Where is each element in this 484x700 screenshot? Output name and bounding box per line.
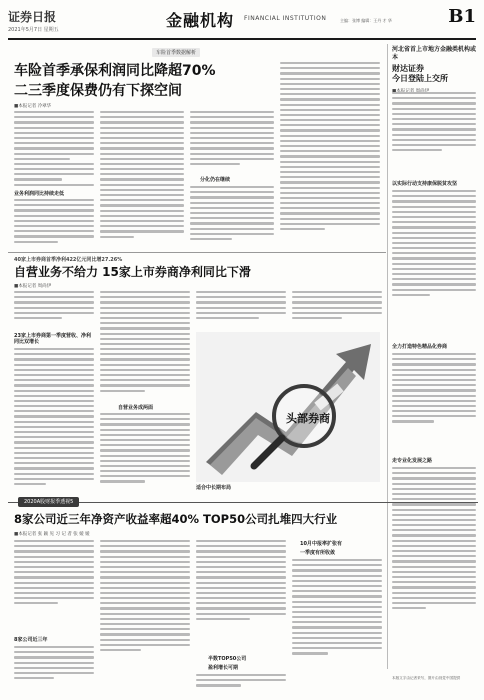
right-column-text1: [392, 92, 476, 176]
page-number: B1: [448, 6, 476, 27]
bottom-story-text-col4: [292, 559, 382, 693]
middle-story-headline: 自营业务不给力 15家上市券商净利同比下滑: [14, 265, 251, 279]
bottom-story-text-col3b: [196, 674, 286, 696]
right-column-subhead3: 走专业化发展之路: [392, 458, 433, 464]
bottom-story-headline: 8家公司近三年净资产收益率超40% TOP50公司扎堆四大行业: [14, 512, 338, 526]
top-story-text-col1: [14, 111, 94, 187]
top-story-headline-line2: 二三季度保费仍有下探空间: [14, 83, 182, 99]
bottom-story-text-col1: [14, 540, 94, 632]
top-story-subhead2: 分化仍在继续: [200, 177, 231, 183]
series-banner-tag: 2020A股财报季透视5: [18, 497, 79, 507]
middle-story-text-col1b: [14, 348, 94, 494]
top-story-text-col3b: [190, 186, 274, 247]
bottom-story-text-col3: [196, 540, 286, 650]
masthead: [8, 6, 476, 40]
top-story-text-col2: [100, 111, 184, 247]
right-column-headline-line2: 今日登陆上交所: [392, 74, 448, 83]
middle-story-subhead2: 自营业务成两面: [118, 405, 154, 411]
bottom-story-subhead1: 8家公司近三年: [14, 637, 48, 643]
newspaper-logo: 证券日报: [8, 10, 57, 24]
page-footer-note: 本版文字由记者采写，图片由视觉中国提供: [392, 676, 461, 680]
top-story-text-col1b: [14, 199, 94, 247]
right-column-headline-line1: 财达证券: [392, 64, 424, 73]
middle-story-subhead3: 适合中长期布局: [196, 485, 232, 491]
top-story-headline-line1: 车险首季承保利润同比降超70%: [14, 63, 216, 79]
top-story-subhead1: 业务利润同比持续走低: [14, 191, 65, 197]
middle-story-text-col4: [292, 291, 382, 331]
section-title: 金融机构: [166, 11, 235, 30]
right-column: [392, 46, 476, 94]
bottom-story-text-col2: [100, 540, 190, 692]
right-column-divider: [387, 44, 388, 669]
bottom-story-subhead4: 10月中报率扩张有: [300, 541, 342, 547]
right-column-text2: [392, 190, 476, 340]
top-story-byline: ■本报记者 冷翠华: [14, 104, 52, 109]
bottom-story-subhead2: 半数TOP50公司: [208, 656, 247, 662]
right-column-kicker: 河北省首上市地方金融类机构或本: [392, 46, 477, 61]
brokerage-illustration: [196, 332, 380, 482]
right-column-subhead2: 全力打造特色精品化券商: [392, 344, 448, 350]
middle-story-text-col1: [14, 291, 94, 329]
middle-story-text-col2b: [100, 413, 190, 493]
middle-story-byline: ■本报记者 周尚伊: [14, 284, 52, 289]
top-story-kicker: 车险首季数据解析: [152, 48, 200, 57]
illustration-caption: 头部券商: [286, 412, 330, 425]
bottom-story-byline: ■本报记者 张 颖 见 习 记 者 张 媛 媛: [14, 532, 90, 537]
right-column-text3: [392, 353, 476, 453]
middle-story-kicker: 40家上市券商首季净利422亿元同比增27.26%: [14, 257, 123, 263]
editor-credits: 主编：张博 编辑：王丹 才 华: [340, 18, 392, 23]
section-divider: [8, 252, 386, 253]
bottom-story-text-col1b: [14, 646, 94, 696]
right-column-subhead1: 以实际行动支持康保脱贫攻坚: [392, 181, 458, 187]
bottom-story-subhead5: 一季度有所收敛: [300, 550, 336, 556]
bottom-story-subhead3: 盈利增长可期: [208, 665, 239, 671]
middle-story-text-col2: [100, 291, 190, 401]
section-title-english: FINANCIAL INSTITUTION: [244, 15, 327, 22]
top-story-text-col3: [190, 111, 274, 171]
issue-date: 2021年5月7日 星期五: [8, 27, 59, 33]
middle-story-subhead1: 23家上市券商第一季度营收、净利同比双增长: [14, 333, 91, 345]
middle-story-text-col3: [196, 291, 286, 331]
top-story-text-col4: [280, 62, 380, 247]
series-banner: [8, 497, 478, 508]
